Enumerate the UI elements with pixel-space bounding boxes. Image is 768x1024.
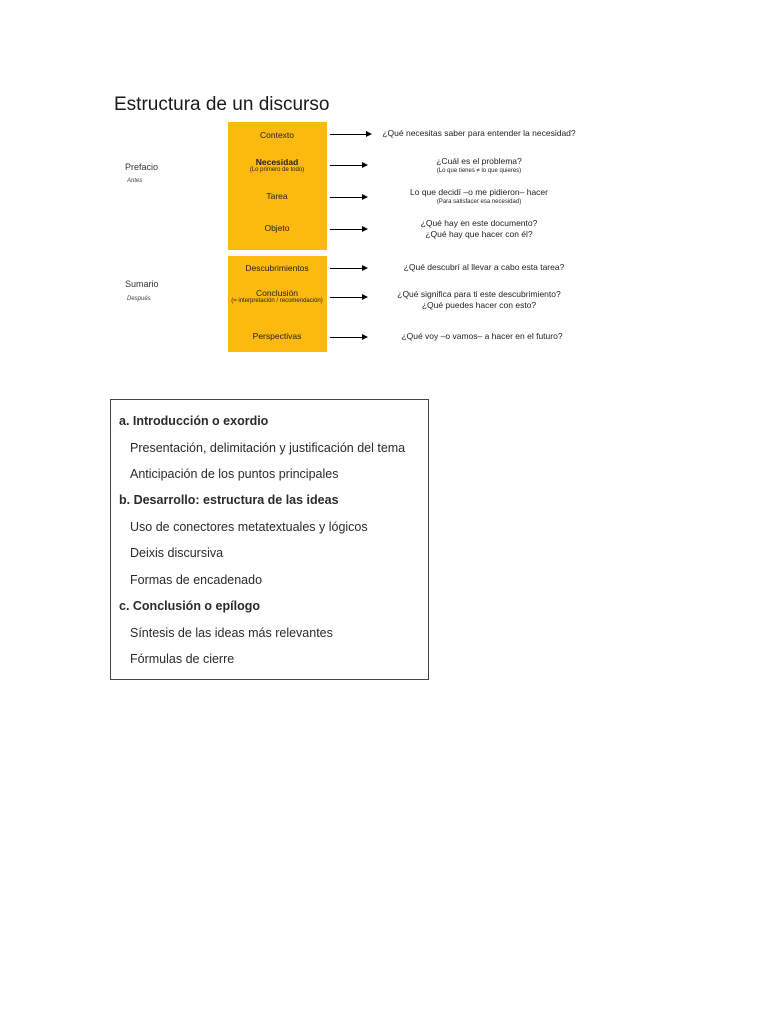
- question-text: ¿Qué necesitas saber para entender la necesidad?: [382, 128, 576, 138]
- question-text-2: ¿Qué puedes hacer con esto?: [421, 300, 537, 310]
- outline-heading-c: c. Conclusión o epílogo: [119, 599, 260, 613]
- prefacio-label: Prefacio: [125, 162, 159, 172]
- diagram-item-label: Contexto: [259, 130, 295, 140]
- page-title: Estructura de un discurso: [114, 94, 330, 115]
- diagram-item-sub: (= interpretación / recomendación): [231, 298, 323, 304]
- diagram-item-label: Necesidad: [255, 157, 299, 167]
- diagram-item-label: Objeto: [264, 223, 290, 233]
- diagram-item-label: Conclusión: [255, 288, 299, 298]
- arrow-tarea: [330, 197, 363, 198]
- arrow-contexto: [330, 134, 367, 135]
- diagram-item-label: Descubrimientos: [245, 263, 309, 273]
- outline-item-c2: Fórmulas de cierre: [130, 652, 235, 666]
- question-note: (Para satisfacer esa necesidad): [436, 199, 522, 205]
- question-text: ¿Cuál es el problema?: [436, 156, 522, 166]
- question-text: ¿Qué voy –o vamos– a hacer en el futuro?: [401, 331, 563, 341]
- diagram-item-perspectivas: [229, 331, 325, 341]
- diagram-item-necesidad: [229, 157, 325, 174]
- sumario-sub: Después: [127, 296, 151, 302]
- prefacio-sub: Antes: [127, 178, 143, 184]
- diagram-item-label: Tarea: [266, 191, 288, 201]
- diagram-item-label: Perspectivas: [252, 331, 302, 341]
- question-objeto: [364, 218, 594, 240]
- sumario-label: Sumario: [125, 279, 159, 289]
- question-perspectivas: [367, 331, 597, 342]
- question-text: ¿Qué hay en este documento?: [420, 218, 538, 228]
- question-text: ¿Qué descubrí al llevar a cabo esta tarea?: [403, 262, 565, 272]
- diagram-item-objeto: [229, 223, 325, 233]
- arrow-descubrimientos: [330, 268, 363, 269]
- question-conclusion: [364, 289, 594, 311]
- question-text: ¿Qué significa para ti este descubrimiento?: [397, 289, 561, 299]
- outline-item-b3: Formas de encadenado: [130, 573, 263, 587]
- arrow-conclusion: [330, 297, 363, 298]
- question-tarea: [364, 187, 594, 206]
- outline-heading-b: b. Desarrollo: estructura de las ideas: [119, 493, 339, 507]
- diagram-item-descubrimientos: [229, 263, 325, 273]
- outline-item-b1: Uso de conectores metatextuales y lógicos: [130, 520, 368, 534]
- question-text-2: ¿Qué hay que hacer con él?: [425, 229, 533, 239]
- diagram-item-sub: (Lo primero de todo): [249, 167, 305, 173]
- arrow-perspectivas: [330, 337, 363, 338]
- question-descubrimientos: [369, 262, 599, 273]
- outline-item-b2: Deixis discursiva: [130, 546, 224, 560]
- question-note: (Lo que tienes ≠ lo que quieres): [436, 168, 522, 174]
- question-text: Lo que decidí –o me pidieron– hacer: [410, 187, 548, 197]
- question-contexto: [364, 128, 594, 139]
- outline-item-c1: Síntesis de las ideas más relevantes: [130, 626, 333, 640]
- question-necesidad: [364, 156, 594, 175]
- diagram-item-conclusion: [229, 288, 325, 305]
- arrow-necesidad: [330, 165, 363, 166]
- outline-item-a2: Anticipación de los puntos principales: [130, 467, 339, 481]
- outline-box: [110, 399, 429, 680]
- outline-item-a1: Presentación, delimitación y justificación del tema: [130, 441, 406, 455]
- arrow-objeto: [330, 229, 363, 230]
- diagram-item-tarea: [229, 191, 325, 201]
- diagram-item-contexto: [229, 130, 325, 140]
- outline-heading-a: a. Introducción o exordio: [119, 414, 269, 428]
